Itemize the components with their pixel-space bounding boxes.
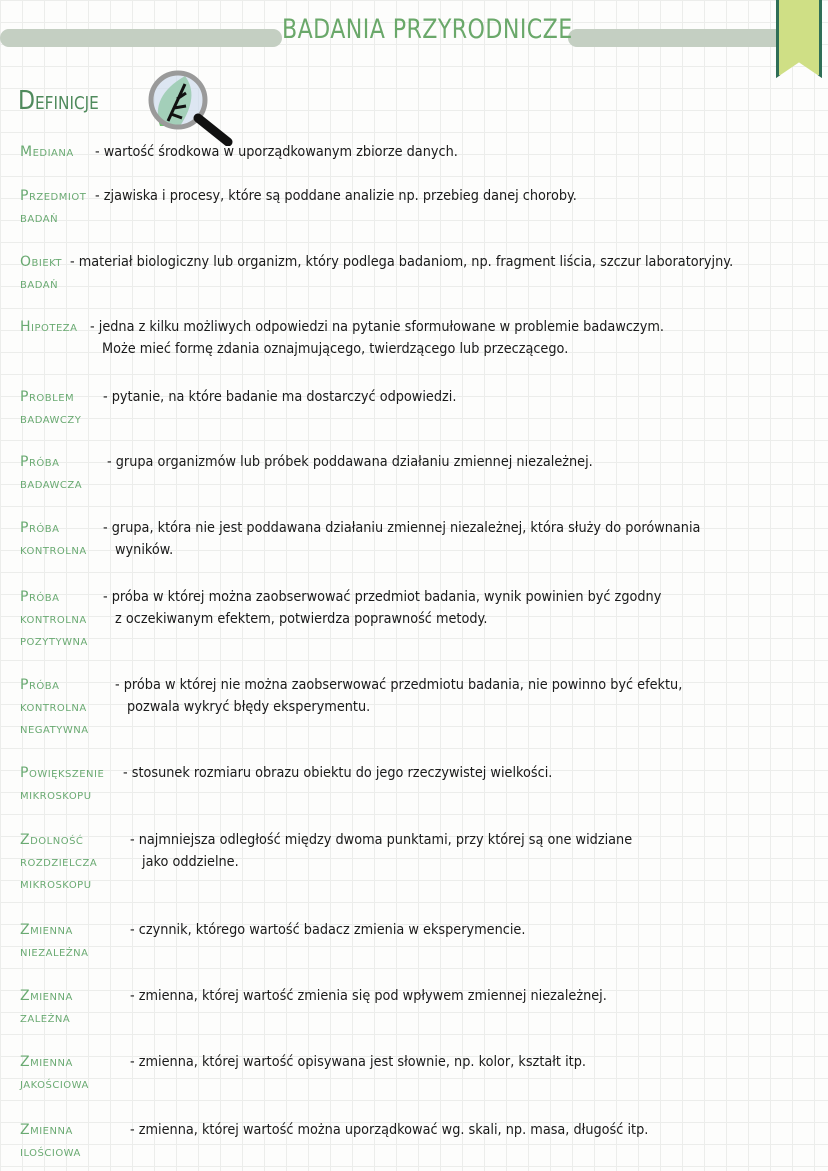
magnifying-glass-leaf-icon [140,66,240,146]
term-line: rozdzielcza [20,854,98,870]
definition-text: - zmienna, której wartość opisywana jest słownie, np. kolor, kształt itp. [130,1054,586,1070]
definition-term [20,386,81,430]
term-line: jakościowa [20,1076,89,1092]
definition-text: - materiał biologiczny lub organizm, który podlega badaniom, np. fragment liścia, szczur laboratoryjny. [70,254,734,270]
term-line: Obiekt [20,254,63,270]
term-line: Zmienna [20,1054,73,1070]
term-line: negatywna [20,721,89,737]
term-line: Próba [20,520,60,536]
definition-term [20,829,97,895]
definition-term [20,586,88,652]
term-line: Hipoteza [20,319,78,335]
definition-term [20,985,73,1029]
term-line: badawczy [20,411,82,427]
section-heading: Definicje [18,86,99,116]
definition-term [20,1051,89,1095]
definition-text: - stosunek rozmiaru obrazu obiektu do jego rzeczywistej wielkości. [123,765,553,781]
definition-text: - próba w której można zaobserwować przedmiot badania, wynik powinien być zgodny [103,589,662,605]
definition-text: wyników. [115,542,174,558]
definition-term [20,762,104,806]
term-line: Próba [20,677,60,693]
definition-text: pozwala wykryć błędy eksperymentu. [127,699,371,715]
term-line: pozytywna [20,633,88,649]
term-line: badań [20,210,59,226]
term-line: kontrolna [20,542,87,558]
definition-text: - jedna z kilku możliwych odpowiedzi na pytanie sformułowane w problemie badawczym. [90,319,664,335]
definition-text: - próba w której nie można zaobserwować przedmiotu badania, nie powinno być efektu, [115,677,683,693]
term-line: Zmienna [20,988,73,1004]
term-line: badań [20,276,59,292]
term-line: niezależna [20,944,89,960]
definition-text: - pytanie, na które badanie ma dostarczyć odpowiedzi. [103,389,457,405]
definition-text: - wartość środkowa w uporządkowanym zbiorze danych. [95,144,458,160]
term-line: ilościowa [20,1144,81,1160]
definition-text: jako oddzielne. [142,854,239,870]
term-line: Zdolność [20,832,84,848]
definition-term [20,674,89,740]
definition-term [20,517,87,561]
term-line: Próba [20,589,60,605]
term-line: mikroskopu [20,787,92,803]
header-bar-right [568,29,790,47]
term-line: badawcza [20,476,83,492]
term-line: kontrolna [20,611,87,627]
definition-term [20,185,86,229]
definition-term [20,316,78,338]
definition-term [20,1119,81,1163]
definition-term [20,451,82,495]
definition-term [20,251,62,295]
header-bar-left [0,29,282,47]
definition-term [20,919,89,963]
term-line: Próba [20,454,60,470]
term-line: Problem [20,389,75,405]
definition-text: - grupa organizmów lub próbek poddawana działaniu zmiennej niezależnej. [107,454,593,470]
term-line: Powiększenie [20,765,105,781]
page-title: BADANIA PRZYRODNICZE [282,14,573,45]
term-line: mikroskopu [20,876,92,892]
definition-text: z oczekiwanym efektem, potwierdza poprawność metody. [115,611,488,627]
definition-text: - najmniejsza odległość między dwoma punktami, przy której są one widziane [130,832,633,848]
definition-term [20,141,74,163]
definition-text: - czynnik, którego wartość badacz zmienia w eksperymencie. [130,922,526,938]
definition-text: Może mieć formę zdania oznajmującego, twierdzącego lub przeczącego. [102,341,569,357]
term-line: zależna [20,1010,71,1026]
definition-text: - grupa, która nie jest poddawana działaniu zmiennej niezależnej, która służy do porównania [103,520,701,536]
definition-text: - zjawiska i procesy, które są poddane analizie np. przebieg danej choroby. [95,188,577,204]
definition-text: - zmienna, której wartość można uporządkować wg. skali, np. masa, długość itp. [130,1122,649,1138]
bookmark-icon [776,0,822,78]
term-line: kontrolna [20,699,87,715]
term-line: Zmienna [20,1122,73,1138]
definition-text: - zmienna, której wartość zmienia się pod wpływem zmiennej niezależnej. [130,988,607,1004]
term-line: Zmienna [20,922,73,938]
term-line: Przedmiot [20,188,87,204]
term-line: Mediana [20,144,74,160]
